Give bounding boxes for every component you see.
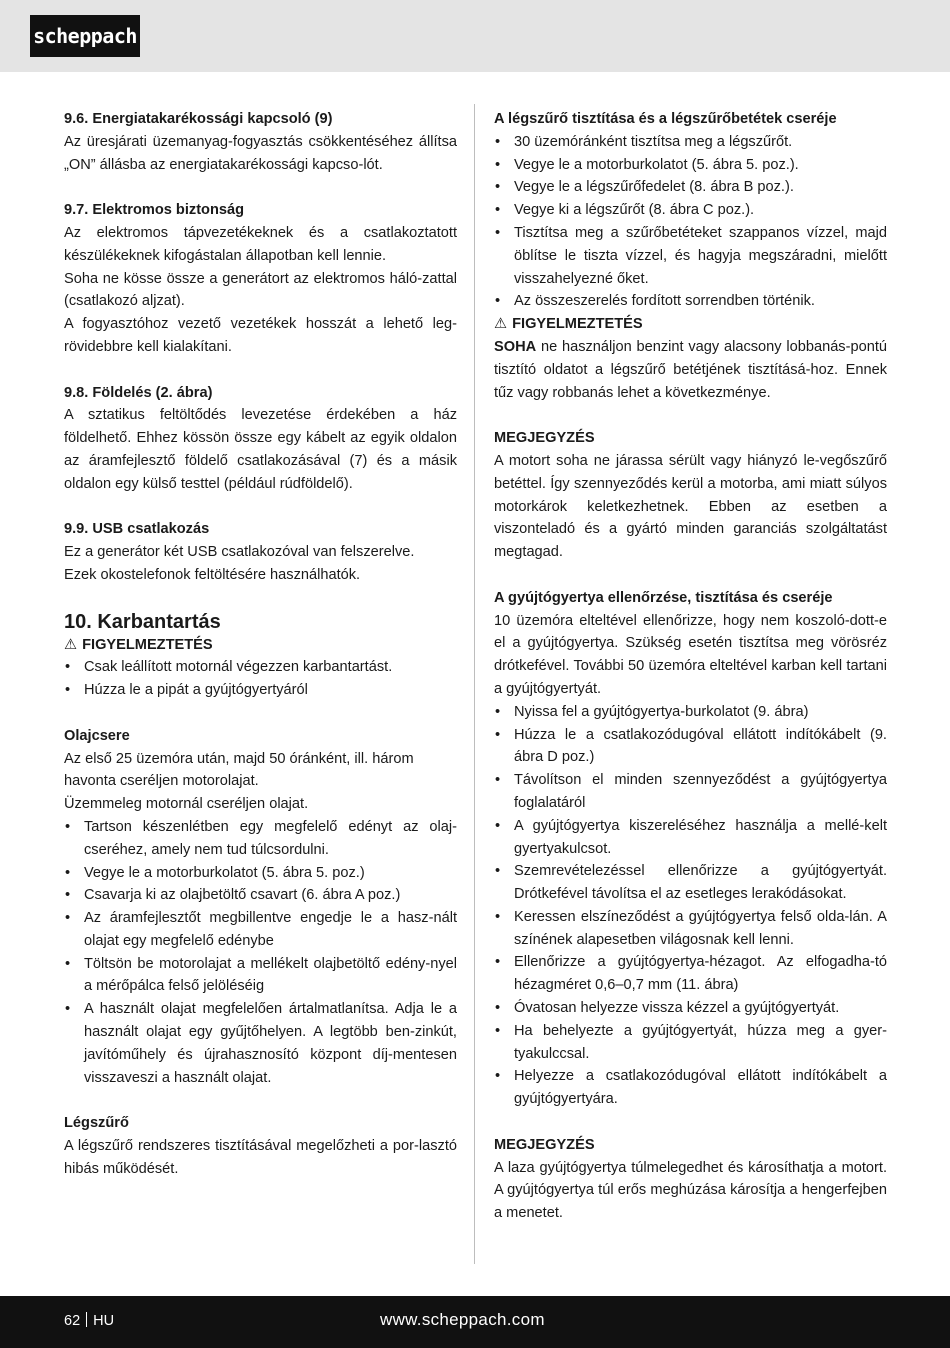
list-item: • Helyezze a csatlakozódugóval ellátott indítókábelt a gyújtógyertyára. [495, 1068, 887, 1108]
list-item: • Ellenőrizze a gyújtógyertya-hézagot. Az elfogadha-tó hézagméret 0,6–0,7 mm (11. ábra) [495, 954, 887, 994]
air-filter-heading: Légszűrő [64, 1115, 129, 1132]
section-9-6-heading: 9.6. Energiatakarékossági kapcsoló (9) [64, 111, 333, 127]
section-9-9-heading: 9.9. USB csatlakozás [64, 521, 210, 538]
note-title: MEGJEGYZÉS [494, 1136, 595, 1153]
filter-cleaning-list [494, 131, 887, 313]
list-item: • Tisztítsa meg a szűrőbetéteket szappanos vízzel, majd öblítse le tiszta vízzel, és hagyja megszáradni, mielőtt visszahelyezné őket. [495, 224, 887, 287]
list-item: • Csak leállított motornál végezzen karbantartást. [65, 659, 393, 676]
list-item: • Keressen elszíneződést a gyújtógyertya felső olda-lán. A színének alapesetben világosnak kell lenni. [495, 908, 887, 948]
section-9-7-paragraph: A fogyasztóhoz vezető vezetékek hosszát a lehető leg-rövidebbre kell kialakítani. [64, 316, 457, 355]
oil-change-paragraph: Üzemmeleg motornál cseréljen olajat. [64, 796, 309, 813]
list-item: • Vegye le a légszűrőfedelet (8. ábra B poz.). [495, 179, 794, 196]
note-text: A laza gyújtógyertya túlmelegedhet és károsíthatja a motort. A gyújtógyertya túl erős meghúzása károsítja a hengerfejben a menetet. [494, 1159, 887, 1222]
list-item: • Nyissa fel a gyújtógyertya-burkolatot (9. ábra) [495, 703, 809, 720]
section-9-8-heading: 9.8. Földelés (2. ábra) [64, 384, 213, 401]
warning-triangle-icon: ⚠ [494, 316, 508, 333]
list-item: • Vegye le a motorburkolatot (5. ábra 5. poz.). [495, 156, 799, 173]
list-item: • Húzza le a csatlakozódugóval ellátott indítókábelt (9. ábra D poz.) [495, 726, 887, 766]
list-item: • Szemrevételezéssel ellenőrizze a gyújtógyertyát. Drótkefével távolítsa el az esetleges lerakódásokat. [495, 863, 887, 903]
list-item: • 30 üzemóránként tisztítsa meg a légszűrőt. [495, 133, 793, 150]
section-9-8-text: A sztatikus feltöltődés levezetése érdekében a ház földelhető. Ehhez kössön össze egy kábelt az egyik oldalon az áramfejlesztő földelő csatlakozásával (7) és a másik oldalon egy külső testtel (például rúdföldelő). [64, 407, 457, 492]
oil-change-heading: Olajcsere [64, 727, 130, 744]
note-title: MEGJEGYZÉS [494, 430, 595, 447]
note-text: A motort soha ne járassa sérült vagy hiányzó le-vegőszűrő betéttel. Így szennyeződés kerül a motorba, ami miatt súlyos motorkárok keletkezhetnek. Ebben az esetben a viszonteladó és a gyártó minden garanciás szolgáltatást megtagad. [494, 452, 887, 561]
page-header [0, 0, 950, 72]
list-item: • Vegye le a motorburkolatot (5. ábra 5. poz.) [65, 864, 365, 881]
list-item: • Az összeszerelés fordított sorrendben történik. [495, 293, 815, 310]
warning-title: ⚠ FIGYELMEZTETÉS [64, 634, 457, 657]
language-code: HU [93, 1313, 115, 1329]
list-item: • Távolítson el minden szennyeződést a gyújtógyertya foglalatáról [495, 772, 887, 811]
list-item: • Csavarja ki az olajbetöltő csavart (6. ábra A poz.) [65, 887, 401, 904]
section-10-heading: 10. Karbantartás [64, 610, 221, 633]
list-item: • Vegye ki a légszűrőt (8. ábra C poz.). [495, 202, 755, 219]
list-item: • A gyújtógyertya kiszereléséhez használja a mellé-kelt gyertyakulcsot. [495, 817, 887, 857]
filter-cleaning-heading: A légszűrő tisztítása és a légszűrőbetétek cseréje [494, 111, 837, 127]
warning-triangle-icon: ⚠ [64, 636, 78, 653]
left-column [64, 108, 457, 1181]
warning-text: SOHA ne használjon benzint vagy alacsony lobbanás-pontú tisztító oldatot a légszűrő betétjének tisztításá-hoz. Ennek tűz vagy robbanás lehet a következménye. [494, 338, 887, 401]
list-item: • Ha behelyezte a gyújtógyertyát, húzza meg a gyer-tyakulccsal. [495, 1022, 887, 1062]
oil-change-list [64, 816, 457, 1090]
section-9-7-heading: 9.7. Elektromos biztonság [64, 202, 245, 219]
spark-plug-list [494, 701, 887, 1111]
section-9-9-paragraph: Ez a generátor két USB csatlakozóval van felszerelve. [64, 544, 415, 561]
list-item: • Az áramfejlesztőt megbillentve engedje le a hasz-nált olajat egy megfelelő edénybe [65, 910, 457, 949]
section-9-6-text: Az üresjárati üzemanyag-fogyasztás csökkentéséhez állítsa „ON” állásba az energiatakarékossági kapcso-lót. [64, 133, 457, 173]
air-filter-text: A légszűrő rendszeres tisztításával megelőzheti a por-lasztó hibás működését. [64, 1138, 457, 1177]
section-9-7-paragraph: Az elektromos tápvezetékeknek és a csatlakoztatott készülékeknek kifogástalan állapotban kell lennie. [64, 224, 457, 264]
right-column [494, 108, 887, 1225]
spark-plug-heading: A gyújtógyertya ellenőrzése, tisztítása és cseréje [494, 589, 833, 606]
footer-separator [86, 1312, 87, 1327]
warning-list [64, 656, 457, 702]
list-item: • A használt olajat megfelelően ártalmatlanítsa. Adja le a használt olajat egy gyűjtőhelyen. A legtöbb ben-zinkút, javítóműhely és újrahasznosító központ díj-mentesen visszaveszi a használt olajat. [65, 1001, 457, 1086]
page-number: 62 HU [64, 1313, 115, 1329]
section-9-9-paragraph: Ezek okostelefonok feltöltésére használhatók. [64, 566, 361, 583]
warning-title: ⚠ FIGYELMEZTETÉS [494, 313, 887, 336]
spark-plug-text: 10 üzemóra elteltével ellenőrizze, hogy nem koszoló-dott-e el a gyújtógyertya. Szükség esetén tisztítsa meg vörösréz drótkefével. További 50 üzemóra elteltével karban kell tartani a gyújtógyertyát. [494, 612, 887, 697]
section-9-7-paragraph: Soha ne kösse össze a generátort az elektromos háló-zattal (csatlakozó aljzat). [64, 270, 457, 310]
page-footer [0, 1296, 950, 1348]
oil-change-paragraph: Az első 25 üzemóra után, majd 50 óránként, ill. három havonta cseréljen motorolajat. [64, 750, 414, 790]
scheppach-logo: scheppach [30, 15, 140, 57]
list-item: • Óvatosan helyezze vissza kézzel a gyújtógyertyát. [495, 1000, 840, 1017]
list-item: • Töltsön be motorolajat a mellékelt olajbetöltő edény-nyel a mérőpálca felső jelöléséig [65, 955, 457, 995]
website-link[interactable]: www.scheppach.com [380, 1310, 545, 1329]
list-item: • Húzza le a pipát a gyújtógyertyáról [65, 682, 308, 699]
column-divider [474, 104, 475, 1264]
list-item: • Tartson készenlétben egy megfelelő edényt az olaj-cseréhez, amely nem tud túlcsordulni. [65, 818, 457, 858]
